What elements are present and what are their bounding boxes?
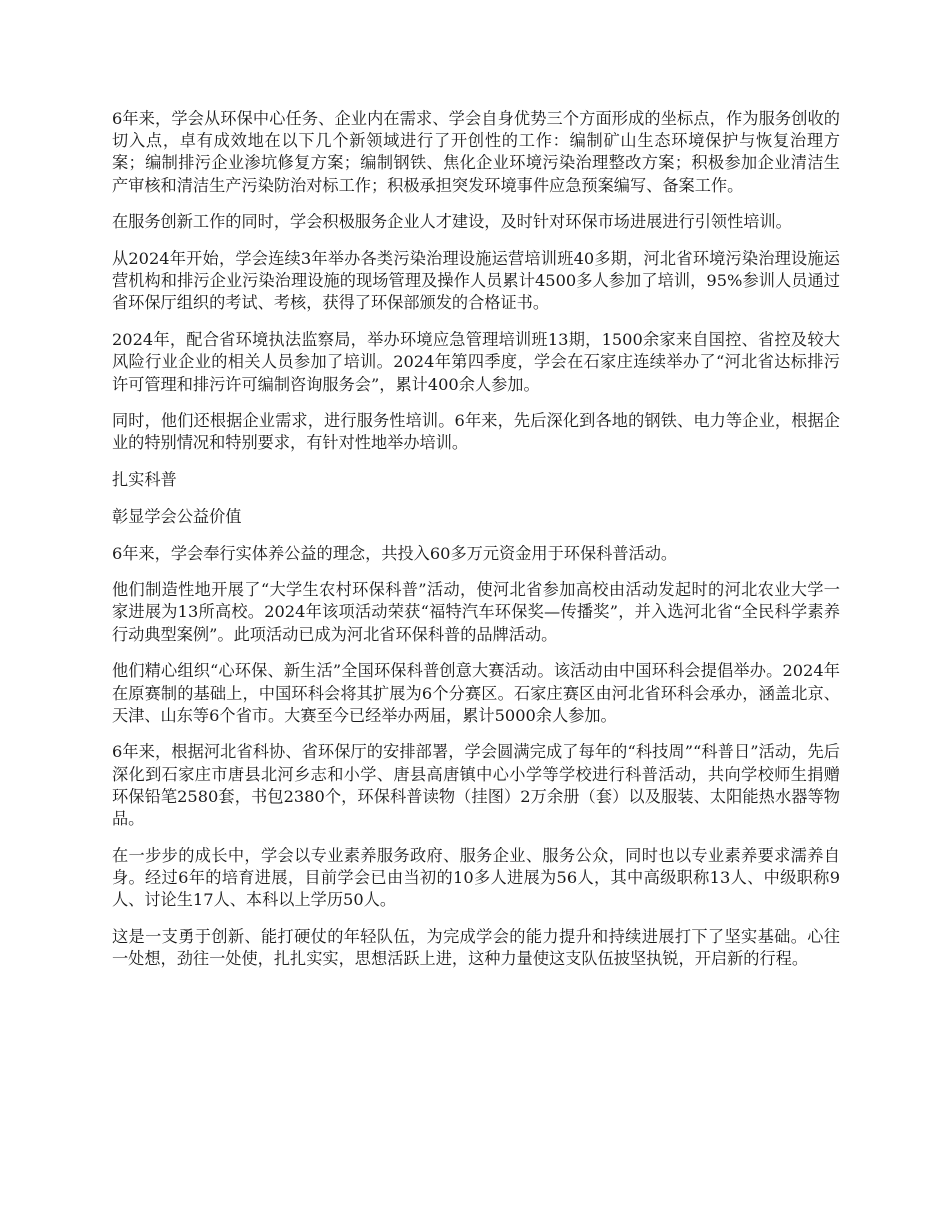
paragraph-3: 从2024年开始，学会连续3年举办各类污染治理设施运营培训班40多期，河北省环境污染治理设施运营机构和排污企业污染治理设施的现场管理及操作人员累计4500多人参加了培训，95%参训人员通过省环保厅组织的考试、考核，获得了环保部颁发的合格证书。 xyxy=(112,249,840,313)
paragraph-5: 同时，他们还根据企业需求，进行服务性培训。6年来，先后深化到各地的钢铁、电力等企业，根据企业的特别情况和特别要求，有针对性地举办培训。 xyxy=(112,411,840,453)
section-subheading-public-value: 彰显学会公益价值 xyxy=(112,506,242,526)
paragraph-10: 他们精心组织“心环保、新生活”全国环保科普创意大赛活动。该活动由中国环科会提倡举办。2024年在原赛制的基础上，中国环科会将其扩展为6个分赛区。石家庄赛区由河北省环科会承办，涵盖北京、天津、山东等6个省市。大赛至今已经举办两届，累计5000余人参加。 xyxy=(112,661,840,725)
document-body xyxy=(112,108,840,985)
paragraph-1: 6年来，学会从环保中心任务、企业内在需求、学会自身优势三个方面形成的坐标点，作为服务创收的切入点，卓有成效地在以下几个新领域进行了开创性的工作：编制矿山生态环境保护与恢复治理方案；编制排污企业渗坑修复方案；编制钢铁、焦化企业环境污染治理整改方案；积极参加企业清洁生产审核和清洁生产污染防治对标工作；积极承担突发环境事件应急预案编写、备案工作。 xyxy=(112,109,840,195)
paragraph-12: 在一步步的成长中，学会以专业素养服务政府、服务企业、服务公众，同时也以专业素养要求濡养自身。经过6年的培育进展，目前学会已由当初的10多人进展为56人，其中高级职称13人、中级职称9人、讨论生17人、本科以上学历50人。 xyxy=(112,845,840,910)
paragraph-2: 在服务创新工作的同时，学会积极服务企业人才建设，及时针对环保市场进展进行引领性培训。 xyxy=(112,212,792,232)
paragraph-8: 6年来，学会奉行实体养公益的理念，共投入60多万元资金用于环保科普活动。 xyxy=(112,543,678,563)
section-heading-science: 扎实科普 xyxy=(112,470,177,490)
paragraph-9: 他们制造性地开展了“大学生农村环保科普”活动，使河北省参加高校由活动发起时的河北农业大学一家进展为13所高校。2024年该项活动荣获“福特汽车环保奖—传播奖”，并入选河北省“全民科学素养行动典型案例”。此项活动已成为河北省环保科普的品牌活动。 xyxy=(112,580,840,644)
paragraph-11: 6年来，根据河北省科协、省环保厅的安排部署，学会圆满完成了每年的“科技周”“科普日”活动，先后深化到石家庄市唐县北河乡志和小学、唐县高唐镇中心小学等学校进行科普活动，共向学校师生捐赠环保铅笔2580套，书包2380个，环保科普读物（挂图）2万余册（套）以及服装、太阳能热水器等物品。 xyxy=(112,742,840,829)
paragraph-13: 这是一支勇于创新、能打硬仗的年轻队伍，为完成学会的能力提升和持续进展打下了坚实基础。心往一处想，劲往一处使，扎扎实实，思想活跃上进，这种力量使这支队伍披坚执锐，开启新的行程。 xyxy=(112,926,840,969)
paragraph-4: 2024年，配合省环境执法监察局，举办环境应急管理培训班13期，1500余家来自国控、省控及较大风险行业企业的相关人员参加了培训。2024年第四季度，学会在石家庄连续举办了“河北省达标排污许可管理和排污许可编制咨询服务会”，累计400余人参加。 xyxy=(112,330,840,394)
